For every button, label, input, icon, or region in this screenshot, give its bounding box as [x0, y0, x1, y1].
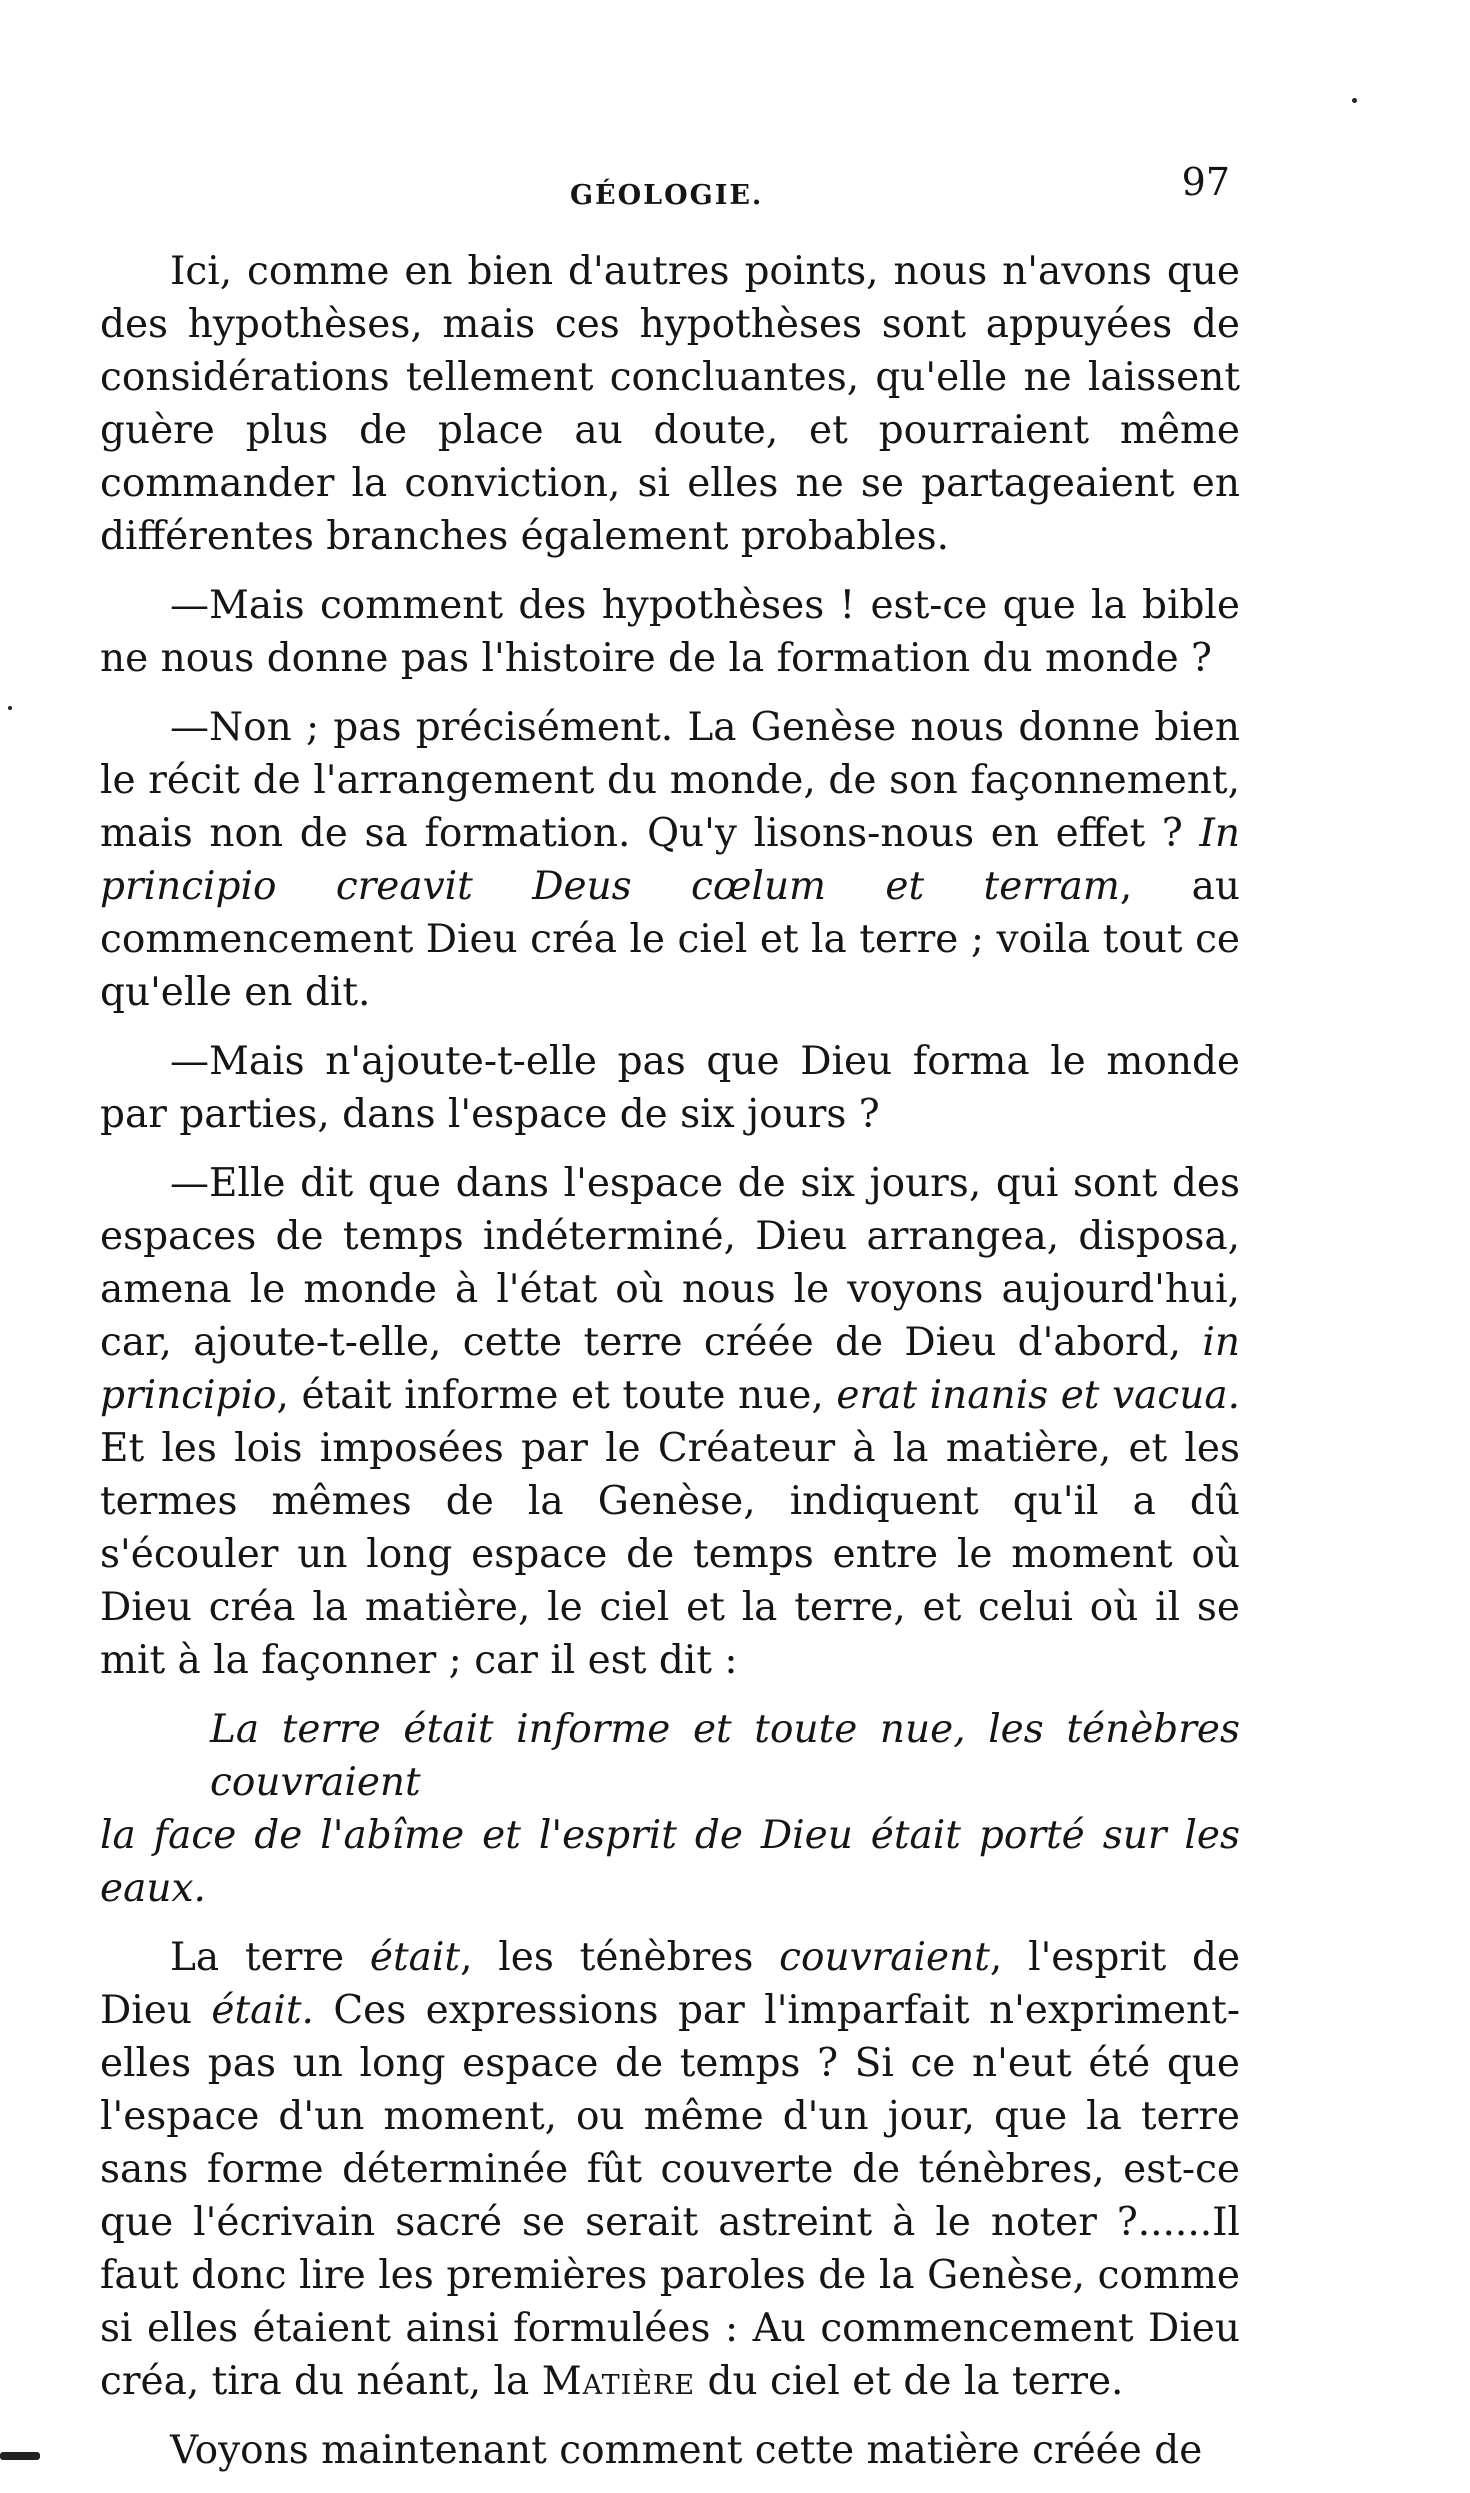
paragraph-5-text-c: , était informe et toute nue,: [276, 1373, 837, 1418]
quote-line-2: la face de l'abîme et l'esprit de Dieu était porté sur les eaux.: [100, 1813, 1240, 1911]
latin-in-principio: in principio: [100, 1320, 1240, 1418]
paragraph-7-text: Voyons maintenant comment cette matière créée de: [170, 2428, 1203, 2473]
paragraph-6-text-c: , les ténèbres: [460, 1935, 780, 1980]
quote-line-1: La terre était informe et toute nue, les ténèbres couvraient: [210, 1707, 1240, 1805]
latin-erat-inanis: erat inanis et vacua.: [836, 1373, 1240, 1418]
paragraph-6-text-g: Ces expressions par l'imparfait n'expriment-elles pas un long espace de temps ? Si ce n'eut été que l'espace d'un moment, ou même d'un jour, que la terre sans forme déterminée fût couverte de ténèbres, est-ce que l'écrivain sacré se serait astreint à le noter ?......Il faut donc lire les premières paroles de la Genèse, comme si elles étaient ainsi formulées : Au commencement Dieu créa, tira du néant, la: [100, 1988, 1240, 2404]
paragraph-1-text: Ici, comme en bien d'autres points, nous n'avons que des hypothèses, mais ces hypothèses sont appuyées de considérations tellement concluantes, qu'elle ne laissent guère plus de place au doute, et pourraient même commander la conviction, si elles ne se partageaient en différentes branches également probables.: [100, 249, 1240, 559]
latin-quote-in-principio: In principio creavit Deus cœlum et terram: [100, 811, 1240, 909]
page-body: [100, 245, 1240, 2493]
italic-etait-2: était.: [211, 1988, 314, 2033]
paragraph-6-text-a: La terre: [170, 1935, 370, 1980]
paragraph-5-text-a: —Elle dit que dans l'espace de six jours, qui sont des espaces de temps indéterminé, Dieu arrangea, disposa, amena le monde à l'état où nous le voyons aujourd'hui, car, ajoute-t-elle, cette terre créée de Dieu d'abord,: [100, 1161, 1240, 1365]
scan-speck-top-right: [1352, 98, 1357, 103]
paragraph-5-text-e: Et les lois imposées par le Créateur à la matière, et les termes mêmes de la Genèse, indiquent qu'il a dû s'écouler un long espace de temps entre le moment où Dieu créa la matière, le ciel et la terre, et celui où il se mit à la façonner ; car il est dit :: [100, 1426, 1240, 1683]
italic-etait: était: [369, 1935, 461, 1980]
scan-speck-left: [8, 706, 12, 710]
page-header: [100, 160, 1240, 220]
paragraph-6: [100, 1931, 1240, 2408]
paragraph-3-text-a: —Non ; pas précisément. La Genèse nous donne bien le récit de l'arrangement du monde, de son façonnement, mais non de sa formation. Qu'y lisons-nous en effet ?: [100, 705, 1240, 856]
smallcaps-matiere: Matière: [541, 2359, 696, 2404]
paragraph-3: [100, 701, 1240, 1019]
italic-couvraient: couvraient: [779, 1935, 990, 1980]
paragraph-4: [100, 1035, 1240, 1141]
running-title: GÉOLOGIE.: [570, 180, 764, 211]
paragraph-1: [100, 245, 1240, 563]
paragraph-6-text-e: , l'esprit de Dieu: [100, 1935, 1241, 2033]
paragraph-7: [100, 2424, 1240, 2477]
paragraph-2-text: —Mais comment des hypothèses ! est-ce que la bible ne nous donne pas l'histoire de la formation du monde ?: [100, 583, 1240, 681]
paragraph-2: [100, 579, 1240, 685]
paragraph-5: [100, 1157, 1240, 1687]
paragraph-6-text-i: du ciel et de la terre.: [695, 2359, 1124, 2404]
scan-speck-bottom-left: [0, 2452, 40, 2460]
page-number: 97: [1181, 160, 1230, 204]
paragraph-4-text: —Mais n'ajoute-t-elle pas que Dieu forma le monde par parties, dans l'espace de six jours ?: [100, 1039, 1240, 1137]
paragraph-3-text-c: , au commencement Dieu créa le ciel et la terre ; voila tout ce qu'elle en dit.: [100, 864, 1240, 1015]
genesis-quote: [100, 1703, 1240, 1915]
